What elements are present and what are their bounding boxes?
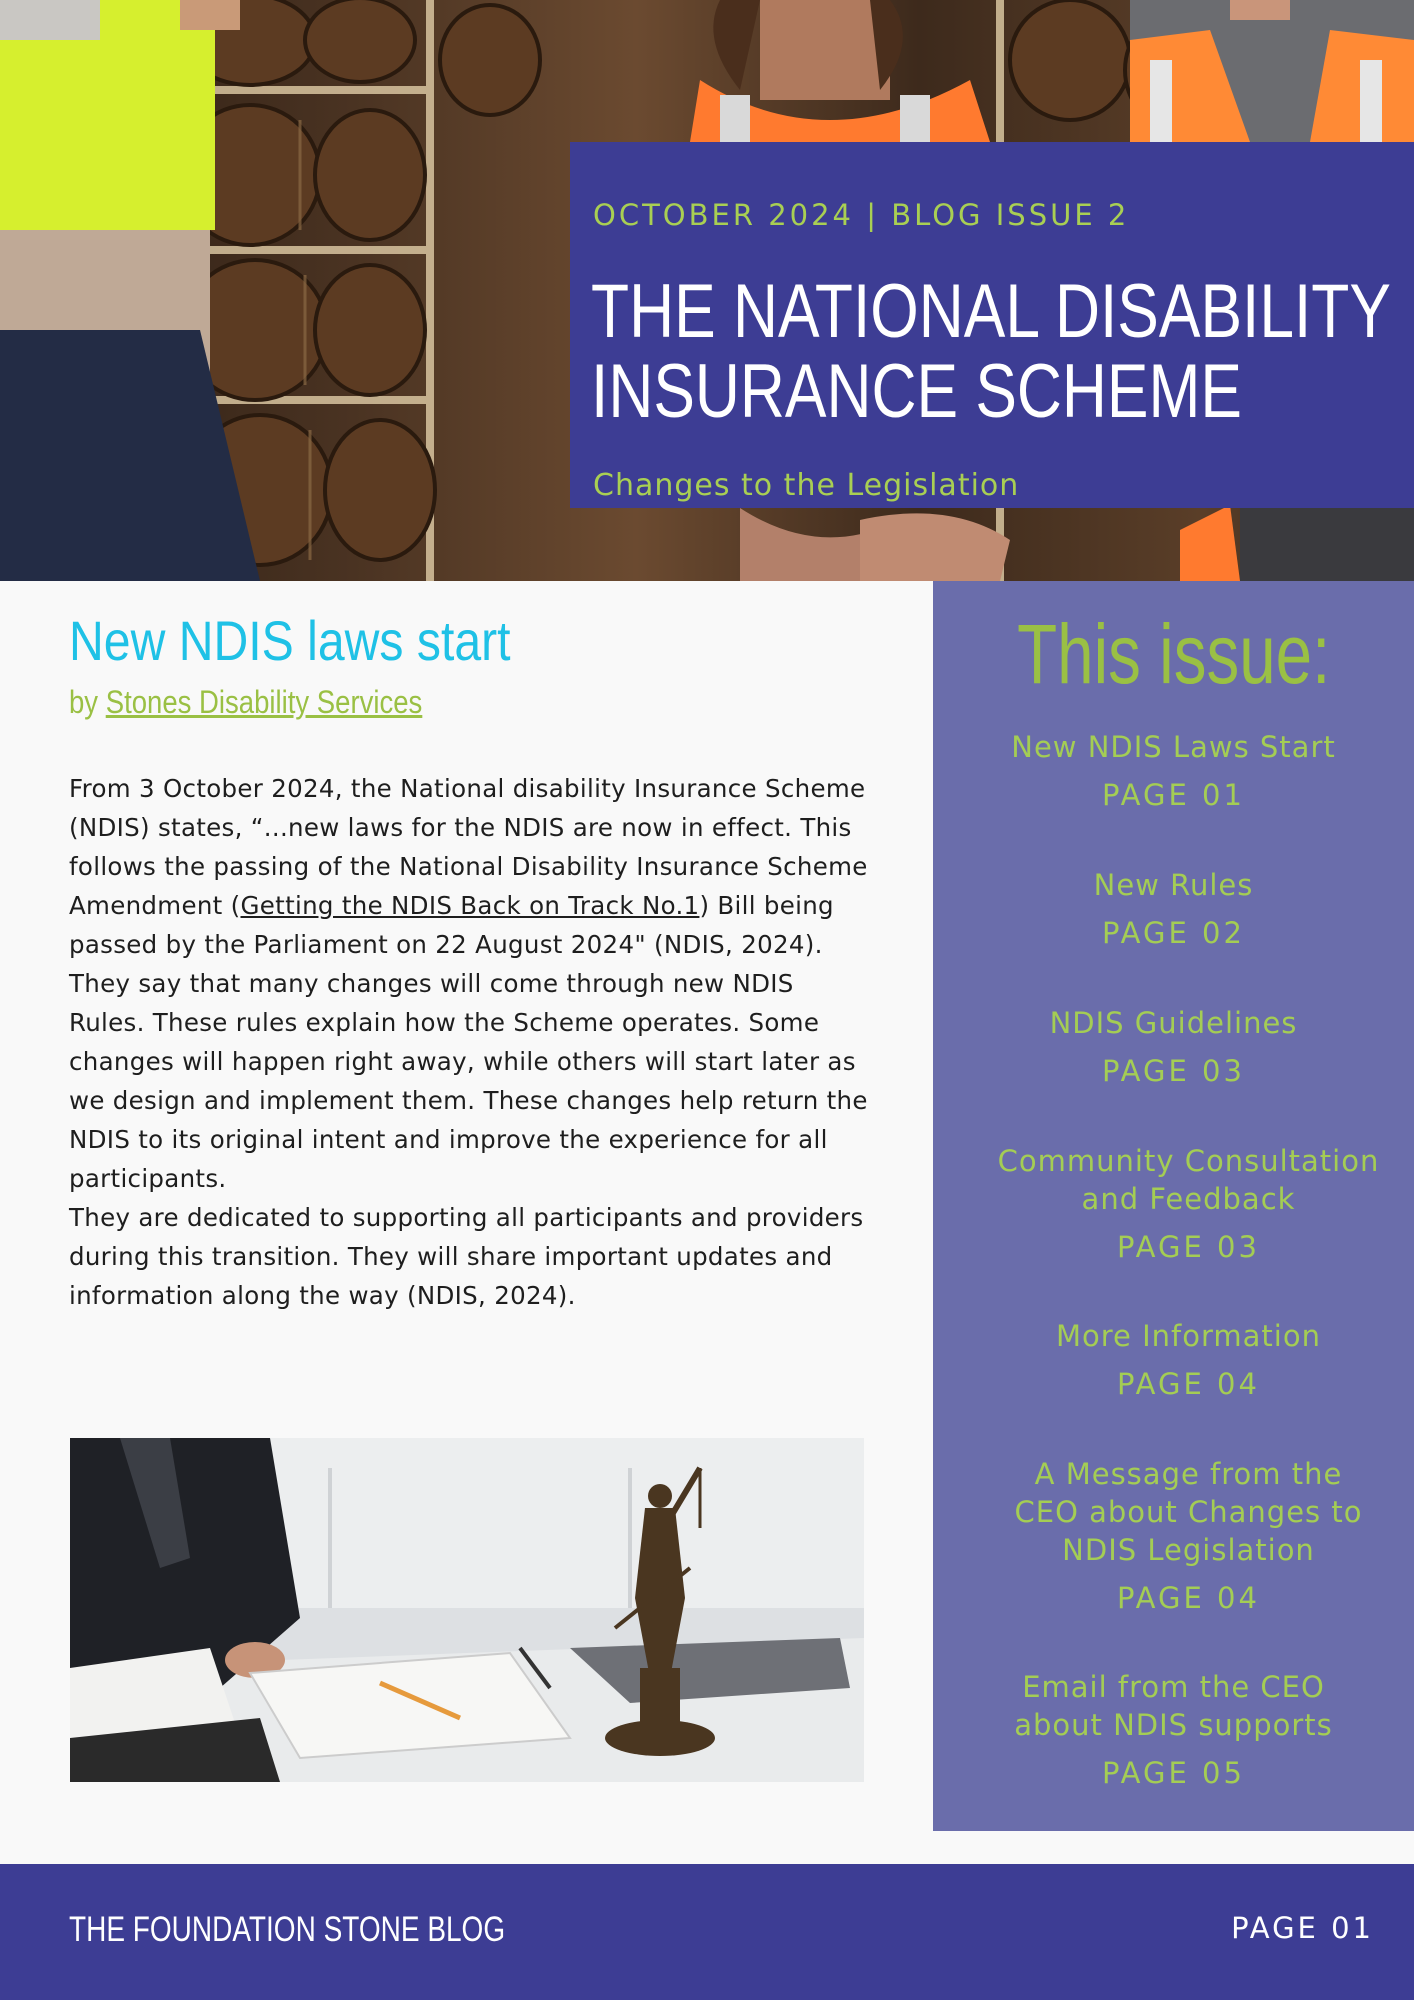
article-body	[69, 769, 869, 1315]
toc-item-more-information[interactable]	[948, 1317, 1414, 1403]
toc-item-name: New Rules	[1093, 868, 1254, 902]
toc-item-name: NDIS Guidelines	[1049, 1006, 1298, 1040]
article-paragraph-1	[69, 769, 869, 964]
paragraph-1-text-start: From 3 October 2024, the National disability Insurance Scheme (NDIS) states, “...new laws for the NDIS are now in effect. This follows the passing of the National Disability Insurance Scheme Amendment (	[69, 774, 868, 920]
issue-date-label: OCTOBER 2024 | BLOG ISSUE 2	[593, 198, 1130, 232]
toc-item-ceo-message[interactable]	[948, 1455, 1414, 1617]
page-subtitle: Changes to the Legislation	[593, 468, 1020, 503]
article-paragraph-3: They are dedicated to supporting all participants and providers during this transition. They will share important updates and information along the way (NDIS, 2024).	[69, 1203, 864, 1310]
byline-prefix: by	[69, 684, 106, 720]
toc-item-name: New NDIS Laws Start	[1011, 730, 1336, 764]
toc-item-name-line-2: about NDIS supports	[1014, 1708, 1333, 1742]
toc-item-page: PAGE 02	[1102, 916, 1245, 950]
bill-name-link[interactable]: Getting the NDIS Back on Track No.1	[240, 891, 700, 920]
page-title-line-2: INSURANCE SCHEME	[591, 349, 1242, 434]
footer-blog-name: THE FOUNDATION STONE BLOG	[69, 1910, 506, 1949]
toc-item-page: PAGE 01	[1102, 778, 1245, 812]
toc-item-page: PAGE 04	[1117, 1581, 1260, 1615]
toc-item-page: PAGE 03	[1102, 1054, 1245, 1088]
toc-item-ndis-guidelines[interactable]	[933, 1004, 1414, 1090]
sidebar-title-text: This issue:	[1016, 607, 1331, 701]
article-paragraph-2: They say that many changes will come through new NDIS Rules. These rules explain how the Scheme operates. Some changes will happen right away, while others will start later as we design and implement them. These changes help return the NDIS to its original intent and improve the experience for all participants.	[69, 969, 868, 1193]
toc-item-name-line-3: NDIS Legislation	[1062, 1533, 1315, 1567]
footer-page-number: PAGE 01	[1231, 1911, 1374, 1945]
toc-item-name-line-1: Community Consultation	[997, 1144, 1380, 1178]
toc-item-new-ndis-laws[interactable]	[933, 728, 1414, 814]
toc-item-name-line-1: A Message from the	[1034, 1457, 1343, 1491]
toc-item-new-rules[interactable]	[933, 866, 1414, 952]
toc-item-name-line-2: CEO about Changes to	[1014, 1495, 1363, 1529]
toc-item-name-line-1: Email from the CEO	[1022, 1670, 1325, 1704]
toc-item-page: PAGE 05	[1102, 1756, 1245, 1790]
toc-item-page: PAGE 04	[1117, 1367, 1260, 1401]
sidebar-title	[933, 606, 1414, 703]
article-photo	[70, 1438, 864, 1782]
article-byline	[69, 684, 422, 721]
page-title-line-1: THE NATIONAL DISABILITY	[591, 269, 1391, 354]
paragraph-1-text-end: ) Bill being passed by the Parliament on 22 August 2024" (NDIS, 2024).	[69, 891, 834, 959]
toc-item-community-consultation[interactable]	[948, 1142, 1414, 1266]
byline-author-link[interactable]: Stones Disability Services	[105, 684, 423, 720]
toc-item-name-line-2: and Feedback	[1081, 1182, 1296, 1216]
page-title	[591, 269, 1391, 434]
toc-item-ceo-email[interactable]	[933, 1668, 1414, 1792]
lady-justice-desk-illustration	[70, 1438, 864, 1782]
article-heading: New NDIS laws start	[69, 609, 511, 672]
toc-item-page: PAGE 03	[1117, 1230, 1260, 1264]
toc-item-name: More Information	[1056, 1319, 1321, 1353]
